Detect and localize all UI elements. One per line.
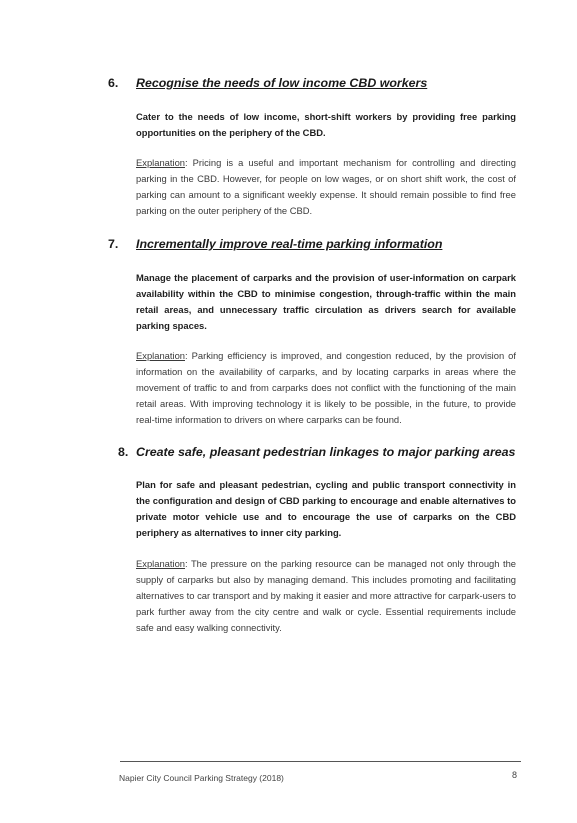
explanation-7 bbox=[136, 348, 516, 428]
section-heading-6 bbox=[0, 74, 577, 92]
explanation-label: Explanation bbox=[136, 350, 185, 361]
explanation-text: : Pricing is a useful and important mechanism for controlling and directing parking in the CBD. However, for people on low wages, or on short shift work, the cost of parking can amount to a significant weekly expense. It should remain possible to find free parking on the outer periphery of the CBD. bbox=[136, 157, 516, 216]
explanation-label: Explanation bbox=[136, 558, 185, 569]
section-title: Incrementally improve real-time parking information bbox=[136, 237, 443, 251]
explanation-text: : The pressure on the parking resource can be managed not only through the supply of carparks but also by managing demand. This includes promoting and facilitating alternatives to car transport and by making it easier and more attractive for carpark-users to park further away from the city centre and walk or cycle. Essential requirements include safe and easy walking connectivity. bbox=[136, 558, 516, 633]
explanation-text: : Parking efficiency is improved, and congestion reduced, by the provision of information on the availability of carparks, and by locating carparks in areas where the movement of traffic to and from carparks does not conflict with the functioning of the main retail areas. With improving technology it is likely to be possible, in the future, to provide real-time information to drivers on where carparks can be found. bbox=[136, 350, 516, 425]
policy-statement-8: Plan for safe and pleasant pedestrian, cycling and public transport connectivity in the configuration and design of CBD parking to encourage and enable alternatives to private motor vehicle use and to encourage the use of carparks on the CBD periphery as alternatives to inner city parking. bbox=[136, 479, 516, 538]
page-number: 8 bbox=[512, 770, 518, 780]
footer-divider bbox=[120, 761, 521, 762]
explanation-8 bbox=[136, 556, 516, 636]
explanation-6 bbox=[136, 155, 516, 219]
section-number: 8. bbox=[118, 445, 129, 459]
footer-document-title: Napier City Council Parking Strategy (2018) bbox=[119, 773, 284, 783]
section-heading-7 bbox=[0, 235, 577, 253]
policy-statement-6: Cater to the needs of low income, short-shift workers by providing free parking opportunities on the periphery of the CBD. bbox=[136, 111, 516, 138]
section-title: Recognise the needs of low income CBD workers bbox=[136, 76, 428, 90]
explanation-label: Explanation bbox=[136, 157, 185, 168]
section-title: Create safe, pleasant pedestrian linkages to major parking areas bbox=[136, 445, 516, 459]
section-number: 6. bbox=[108, 76, 119, 90]
section-heading-8 bbox=[0, 443, 577, 461]
section-number: 7. bbox=[108, 237, 119, 251]
policy-statement-7: Manage the placement of carparks and the provision of user-information on carpark availability within the CBD to minimise congestion, through-traffic within the main retail areas, and unnecessary traffic circulation as drivers search for available parking spaces. bbox=[136, 272, 516, 331]
